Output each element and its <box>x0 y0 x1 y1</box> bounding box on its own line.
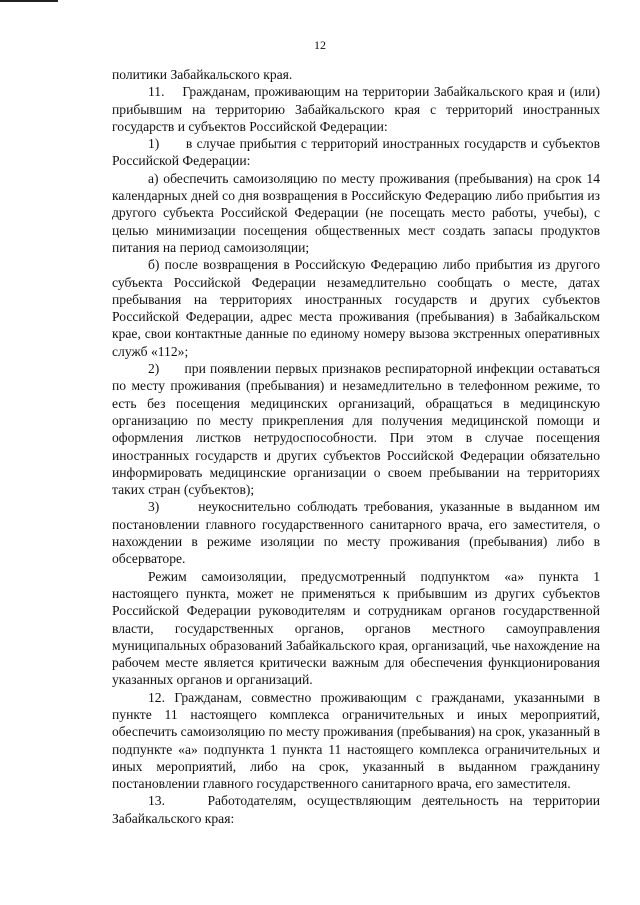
paragraph-continuation: политики Забайкальского края. <box>112 67 293 82</box>
paragraph-item-13: 13. Работодателям, осуществляющим деятельность на территории Забайкальского края: <box>112 793 600 826</box>
paragraph-subitem-2: 2) при появлении первых признаков респираторной инфекции оставаться по месту проживания (пребывания) и незамедлительно в телефонном режиме, то есть без посещения медицинских организаций, обращаться в медицинскую организацию по месту прикрепления для получения медицинской помощи и оформления листков нетрудоспособности. При этом в случае посещения иностранных государств и других субъектов Российской Федерации обязательно информировать медицинские организации о своем пребывании на территориях таких стран (субъектов); <box>112 361 600 498</box>
paragraph-item-12: 12. Гражданам, совместно проживающим с гражданами, указанными в пункте 11 настоящего комплекса ограничительных и иных мероприятий, обеспечить самоизоляцию по месту проживания (пребывания) на срок, указанный в подпункте «а» подпункта 1 пункта 11 настоящего комплекса ограничительных и иных мероприятий, либо на срок, указанный в выданном гражданину постановлении главного государственного санитарного врача, его заместителя. <box>112 689 600 792</box>
paragraph-subitem-1b: б) после возвращения в Российскую Федерацию либо прибытия из другого субъекта Российской Федерации незамедлительно сообщать о месте, датах пребывания на территориях иностранных государств и других субъектов Российской Федерации, адрес места проживания (пребывания) в Забайкальском крае, свои контактные данные по единому номеру вызова экстренных оперативных служб «112»; <box>112 257 600 359</box>
paragraph-subitem-3: 3) неукоснительно соблюдать требования, указанные в выданном им постановлении главного государственного санитарного врача, его заместителя, о нахождении в режиме изоляции по месту проживания (пребывания) либо в обсерваторе. <box>112 499 600 567</box>
paragraph-subitem-1: 1) в случае прибытия с территорий иностранных государств и субъектов Российской Федерации: <box>112 136 600 169</box>
paragraph-self-isolation-regime: Режим самоизоляции, предусмотренный подпунктом «а» пункта 1 настоящего пункта, может не применяться к прибывшим из других субъектов Российской Федерации руководителям и сотрудникам органов государственной власти, государственных органов, органов местного самоуправления муниципальных образований Забайкальского края, организаций, чье нахождение на рабочем месте является критически важным для обеспечения функционирования указанных органов и организаций. <box>112 568 600 688</box>
document-body <box>112 66 600 827</box>
paragraph-item-11: 11. Гражданам, проживающим на территории Забайкальского края и (или) прибывшим на территорию Забайкальского края с территорий иностранных государств и субъектов Российской Федерации: <box>112 84 600 134</box>
top-edge-rule <box>0 0 58 2</box>
paragraph-subitem-1a: а) обеспечить самоизоляцию по месту проживания (пребывания) на срок 14 календарных дней со дня возвращения в Российскую Федерацию либо прибытия из другого субъекта Российской Федерации (не посещать место работы, учебы), с целью минимизации посещения общественных мест создать запасы продуктов питания на период самоизоляции; <box>112 170 600 255</box>
page-number: 12 <box>314 38 326 52</box>
